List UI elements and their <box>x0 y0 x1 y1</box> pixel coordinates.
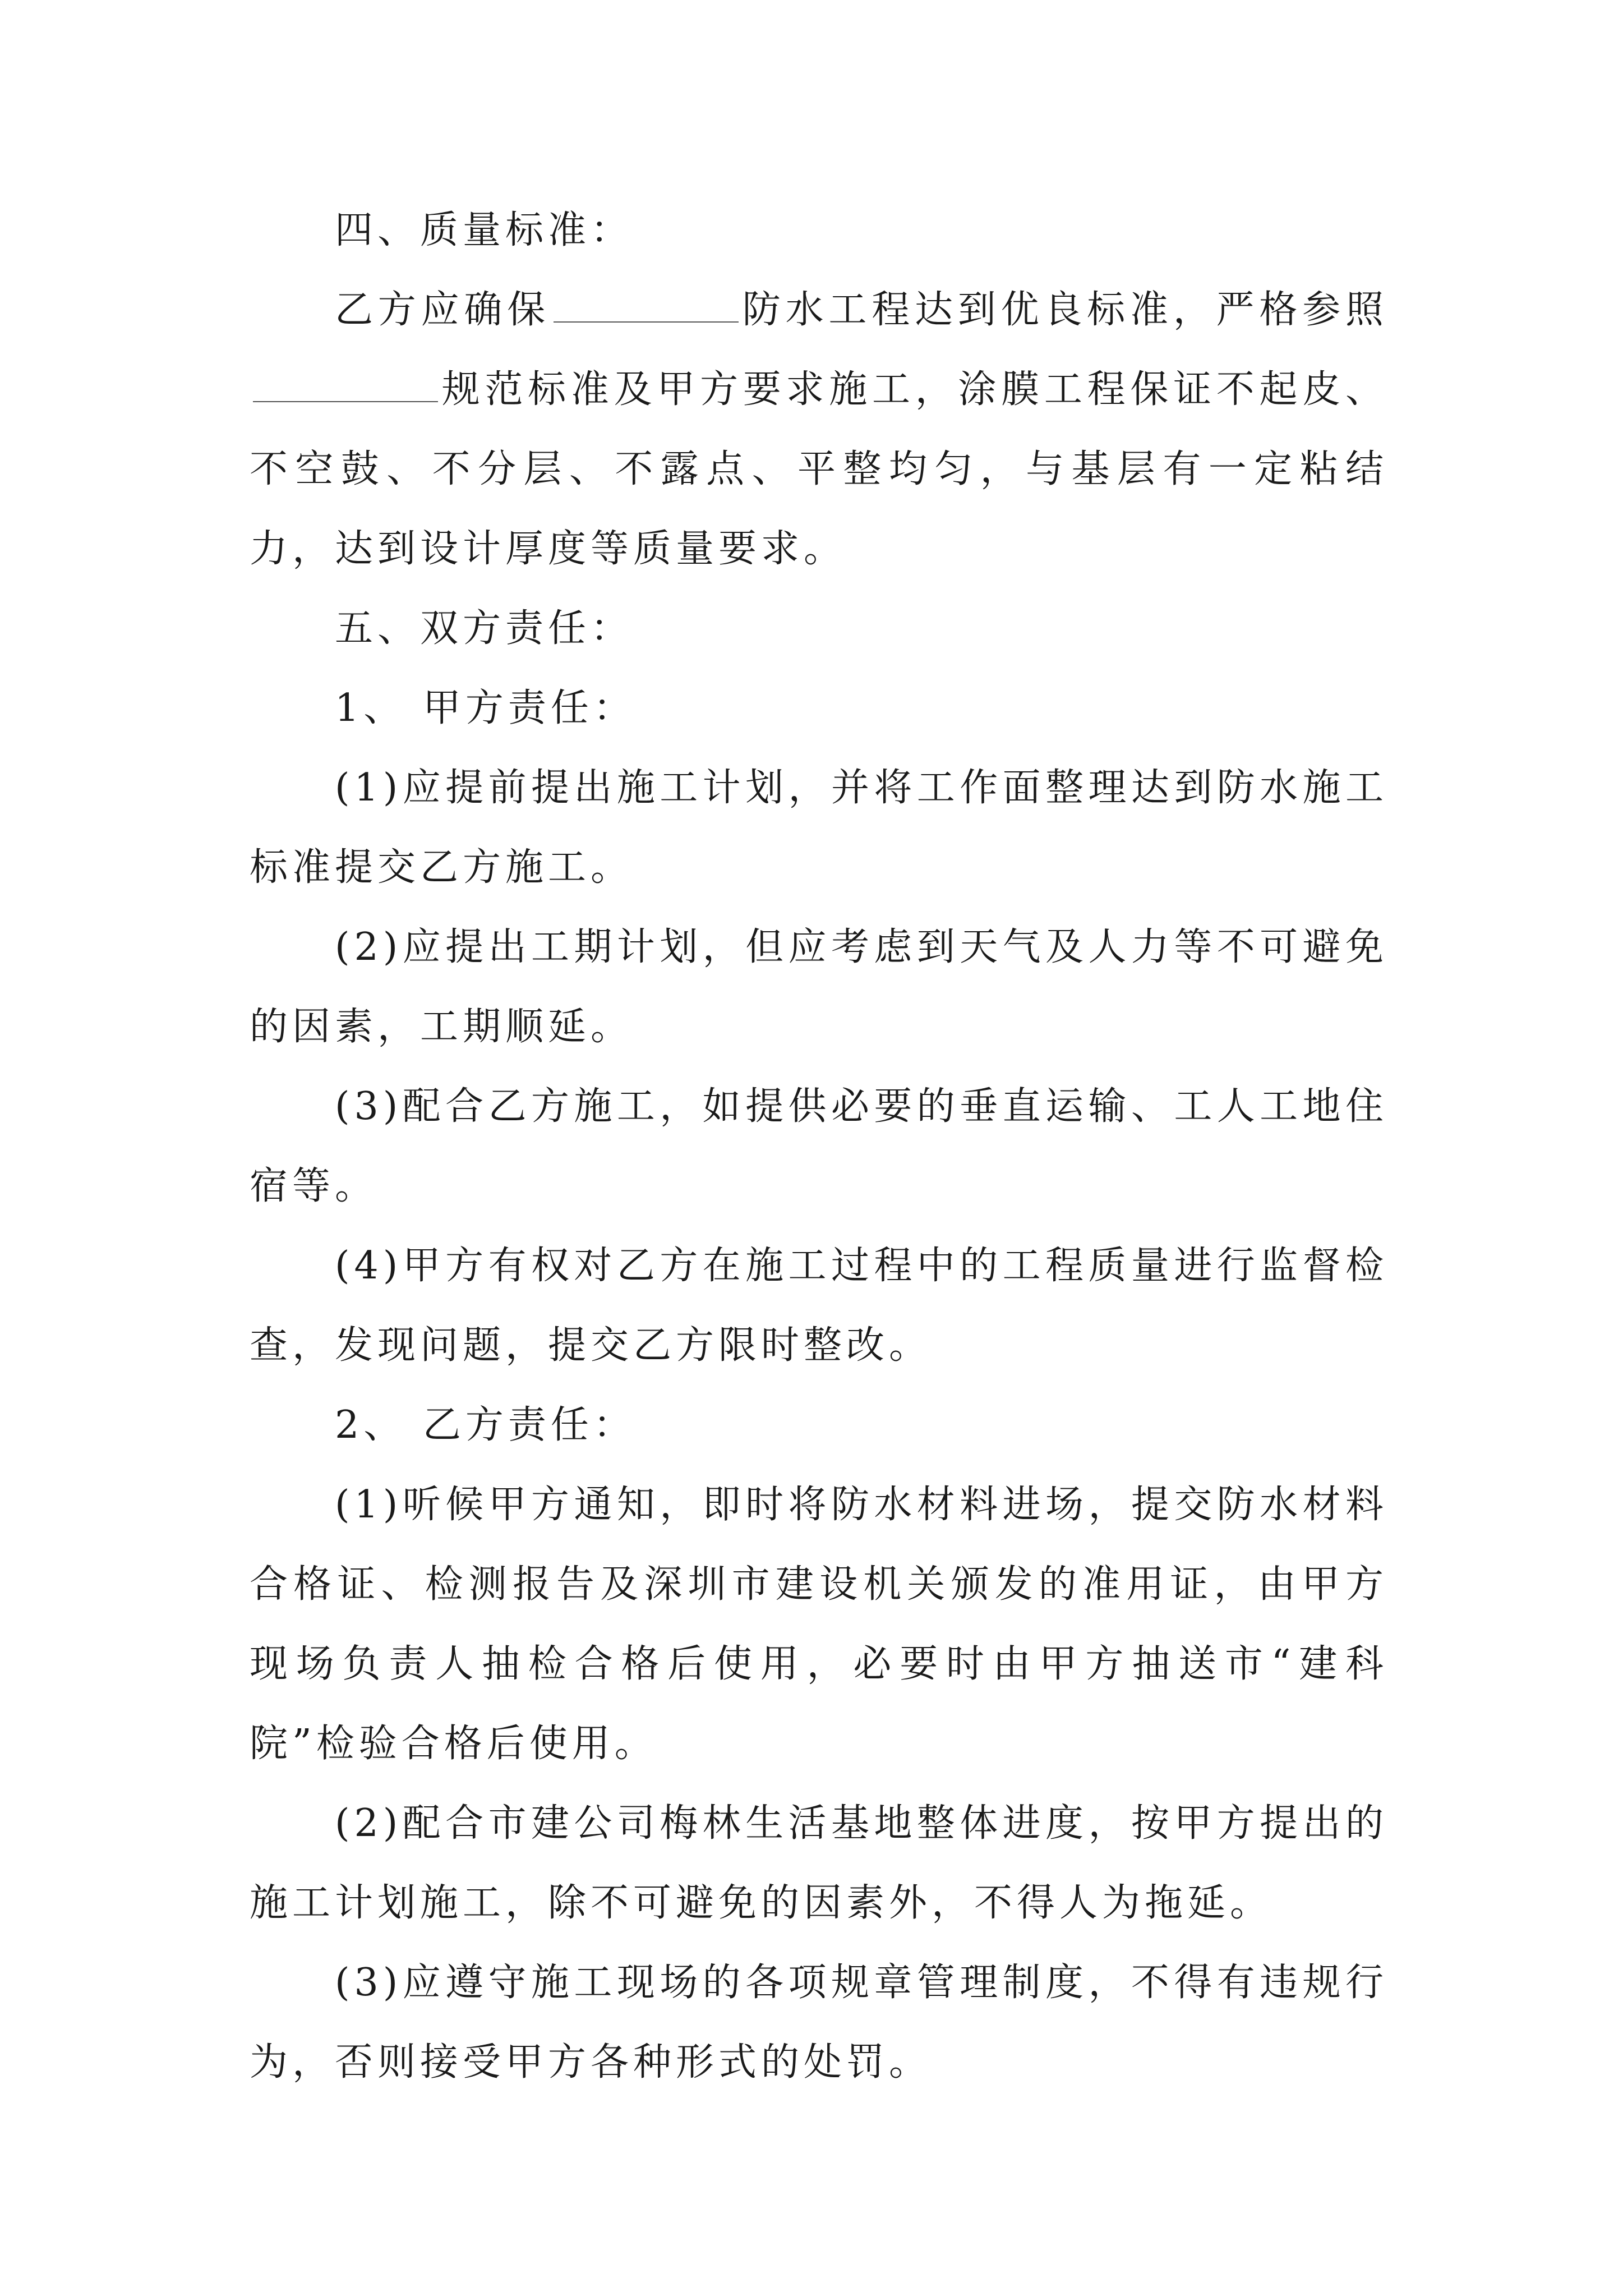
party-b-heading: 2、 乙方责任： <box>335 1403 636 1447</box>
party-a-item-3: (3)配合乙方施工，如提供必要的垂直运输、工人工地住宿等。 <box>250 1084 1388 1208</box>
section-4-heading: 四、质量标准： <box>335 208 634 252</box>
party-a-item-1: (1)应提前提出施工计划，并将工作面整理达到防水施工标准提交乙方施工。 <box>250 766 1388 890</box>
section-5-heading: 五、双方责任： <box>335 606 634 651</box>
party-a-heading: 1、 甲方责任： <box>335 686 636 730</box>
quality-text-3: 规范标准及甲方要求施工，涂膜工程保证不起皮、不空鼓、不分层、不露点、平整均匀，与基层有一定粘结力，达到设计厚度等质量要求。 <box>250 367 1388 571</box>
blank-field-project <box>554 288 739 323</box>
party-a-item-4: (4)甲方有权对乙方在施工过程中的工程质量进行监督检查，发现问题，提交乙方限时整改。 <box>250 1244 1388 1368</box>
quality-text-2: 防水工程达到优良标准，严格参照 <box>742 288 1388 332</box>
party-b-item-3: (3)应遵守施工现场的各项规章管理制度，不得有违规行为，否则接受甲方各种形式的处罚。 <box>250 1961 1388 2085</box>
blank-field-standard <box>253 367 438 402</box>
party-b-item-1: (1)听候甲方通知，即时将防水材料进场，提交防水材料合格证、检测报告及深圳市建设机关颁发的准用证，由甲方现场负责人抽检合格后使用，必要时由甲方抽送市“建科院”检验合格后使用。 <box>250 1483 1388 1766</box>
document-body <box>250 191 1388 2102</box>
party-a-item-2: (2)应提出工期计划，但应考虑到天气及人力等不可避免的因素，工期顺延。 <box>250 925 1388 1049</box>
quality-standard-paragraph <box>250 270 1388 589</box>
quality-text-1: 乙方应确保 <box>335 288 550 332</box>
party-b-item-2: (2)配合市建公司梅林生活基地整体进度，按甲方提出的施工计划施工，除不可避免的因素外，不得人为拖延。 <box>250 1801 1388 1925</box>
